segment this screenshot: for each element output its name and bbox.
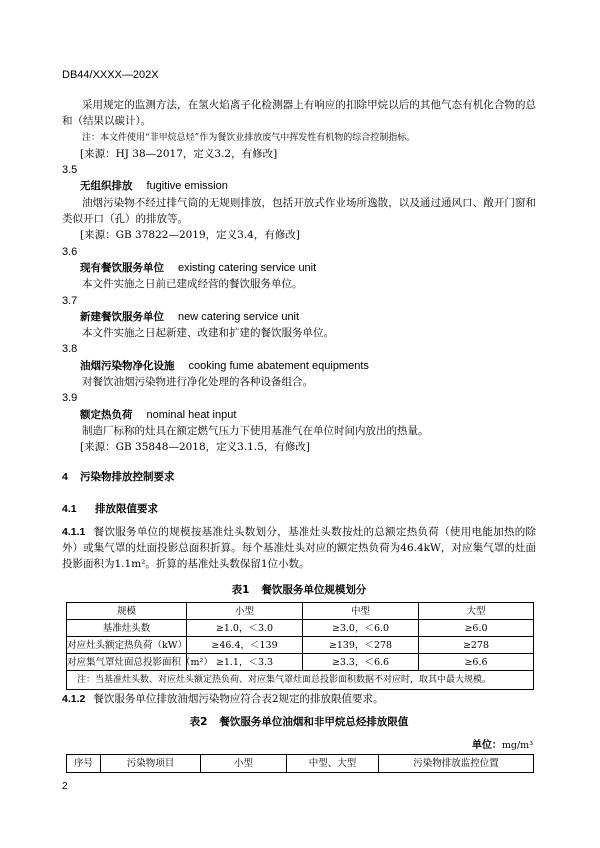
table-note: 注：当基准灶头数、对应灶头额定热负荷、对应集气罩灶面总投影面积数据不对应时，取其中最大规模。 bbox=[67, 671, 534, 690]
table-cell: ≥6.0 bbox=[419, 620, 534, 637]
term-name-en: fugitive emission bbox=[146, 180, 228, 193]
table-header-cell: 中型、大型 bbox=[287, 754, 379, 772]
table-cell: ≥6.6 bbox=[419, 654, 534, 671]
table-1-caption bbox=[62, 582, 536, 598]
term-number: 3.7 bbox=[62, 294, 78, 307]
section-4-heading bbox=[62, 469, 536, 485]
term-name-en: new catering service unit bbox=[178, 310, 300, 323]
table-title: 餐饮服务单位规模划分 bbox=[261, 584, 367, 597]
term-name bbox=[62, 358, 536, 374]
table-2-caption bbox=[62, 714, 536, 730]
term-name bbox=[62, 407, 536, 423]
term-name-en: nominal heat input bbox=[146, 408, 237, 421]
term-name bbox=[62, 178, 536, 194]
term-definition: 本文件实施之日起新建、改建和扩建的餐饮服务单位。 bbox=[82, 327, 334, 340]
clause-4-1-2 bbox=[62, 691, 536, 707]
table-cell: ≥3.3，＜6.6 bbox=[303, 654, 419, 671]
term-number: 3.5 bbox=[62, 164, 78, 177]
table-2-unit bbox=[62, 738, 536, 753]
table-cell: 基准灶头数 bbox=[67, 620, 187, 637]
table-title: 餐饮服务单位油烟和非甲烷总烃排放限值 bbox=[219, 715, 409, 728]
page-number: 2 bbox=[62, 781, 68, 792]
term-number: 3.6 bbox=[62, 245, 78, 258]
term-definition: 对餐饮油烟污染物进行净化处理的各种设备组合。 bbox=[82, 376, 313, 389]
term-3-4-source: [来源：HJ 38—2017，定义3.2，有修改] bbox=[80, 147, 278, 160]
term-name-zh: 油烟污染物净化设施 bbox=[80, 359, 175, 372]
term-name bbox=[62, 260, 536, 276]
term-name-zh: 无组织排放 bbox=[80, 180, 133, 193]
term-3-6 bbox=[62, 244, 536, 293]
term-name-zh: 现有餐饮服务单位 bbox=[80, 261, 164, 274]
table-cell: ≥139，＜278 bbox=[303, 637, 419, 654]
term-3-9 bbox=[62, 390, 536, 455]
unit-value: mg/m³ bbox=[501, 739, 533, 751]
table-number: 表1 bbox=[231, 584, 250, 597]
section-number: 4 bbox=[62, 470, 68, 483]
table-cell: ≥278 bbox=[419, 637, 534, 654]
section-title: 排放限值要求 bbox=[95, 502, 158, 515]
table-header-cell: 大型 bbox=[419, 603, 534, 620]
clause-number: 4.1.1 bbox=[62, 525, 86, 538]
term-definition: 油烟污染物不经过排气筒的无规则排放，包括开放式作业场所逸散，以及通过通风口、敞开门窗和类似开口（孔）的排放等。 bbox=[62, 196, 536, 226]
clause-4-1-1 bbox=[62, 524, 536, 573]
table-cell: ≥1.0，＜3.0 bbox=[187, 620, 303, 637]
table-header-cell: 中型 bbox=[303, 603, 419, 620]
term-source: [来源：GB 35848—2018，定义3.1.5，有修改] bbox=[80, 441, 310, 454]
table-header-cell: 规模 bbox=[67, 603, 187, 620]
term-name bbox=[62, 309, 536, 325]
clause-text: 餐饮服务单位的规模按基准灶头数划分，基准灶头数按灶的总额定热负荷（使用电能加热的除外）或集气罩的灶面投影总面积折算。每个基准灶头对应的额定热负荷为46.4kW，对应集气罩的灶面投影面积为1.1m²。折算的基准灶头数保留1位小数。 bbox=[62, 525, 536, 571]
table-cell: 对应集气罩灶面总投影面积（m²） bbox=[67, 654, 187, 671]
term-source: [来源：GB 37822—2019，定义3.4，有修改] bbox=[80, 229, 300, 242]
table-header-row bbox=[67, 603, 534, 620]
term-name-en: existing catering service unit bbox=[178, 261, 317, 274]
term-3-4-note: 注：本文件使用“非甲烷总烃”作为餐饮业排放废气中挥发性有机物的综合控制指标。 bbox=[82, 132, 416, 143]
term-name-zh: 额定热负荷 bbox=[80, 408, 133, 421]
table-cell: ≥3.0，＜6.0 bbox=[303, 620, 419, 637]
table-number: 表2 bbox=[189, 715, 208, 728]
term-name-zh: 新建餐饮服务单位 bbox=[80, 310, 164, 323]
table-row bbox=[67, 654, 534, 671]
term-definition: 本文件实施之日前已建成经营的餐饮服务单位。 bbox=[82, 278, 303, 291]
document-page bbox=[62, 68, 536, 773]
terms-and-definitions bbox=[62, 97, 536, 456]
section-number: 4.1 bbox=[62, 502, 77, 515]
table-row bbox=[67, 620, 534, 637]
table-cell: ≥46.4，＜139 bbox=[187, 637, 303, 654]
section-title: 污染物排放控制要求 bbox=[80, 470, 175, 483]
term-3-8 bbox=[62, 341, 536, 390]
table-1-scale-classification bbox=[66, 602, 534, 690]
term-definition: 制造厂标称的灶具在额定燃气压力下使用基准气在单位时间内放出的热量。 bbox=[82, 424, 429, 437]
table-note-row bbox=[67, 671, 534, 690]
table-header-cell: 小型 bbox=[187, 603, 303, 620]
clause-text: 餐饮服务单位排放油烟污染物应符合表2规定的排放限值要求。 bbox=[93, 693, 384, 706]
table-cell: ≥1.1，＜3.3 bbox=[187, 654, 303, 671]
table-cell: 对应灶头额定热负荷（kW） bbox=[67, 637, 187, 654]
section-4-1-heading bbox=[62, 501, 536, 517]
table-header-cell: 序号 bbox=[67, 754, 101, 772]
table-header-cell: 污染物项目 bbox=[101, 754, 201, 772]
table-row bbox=[67, 637, 534, 654]
clause-number: 4.1.2 bbox=[62, 693, 86, 706]
document-code: DB44/XXXX—202X bbox=[62, 69, 159, 81]
term-3-7 bbox=[62, 293, 536, 342]
table-header-cell: 污染物排放监控位置 bbox=[379, 754, 534, 772]
unit-label: 单位： bbox=[471, 739, 502, 751]
table-header-cell: 小型 bbox=[201, 754, 287, 772]
term-3-4-definition: 采用规定的监测方法，在氢火焰离子化检测器上有响应的扣除甲烷以后的其他气态有机化合物的总和（结果以碳计）。 bbox=[62, 99, 536, 128]
term-3-5 bbox=[62, 162, 536, 243]
term-number: 3.9 bbox=[62, 392, 78, 405]
table-header-row bbox=[67, 754, 534, 772]
term-name-en: cooking fume abatement equipments bbox=[188, 359, 369, 372]
term-number: 3.8 bbox=[62, 343, 78, 356]
table-2-emission-limits bbox=[66, 754, 534, 773]
